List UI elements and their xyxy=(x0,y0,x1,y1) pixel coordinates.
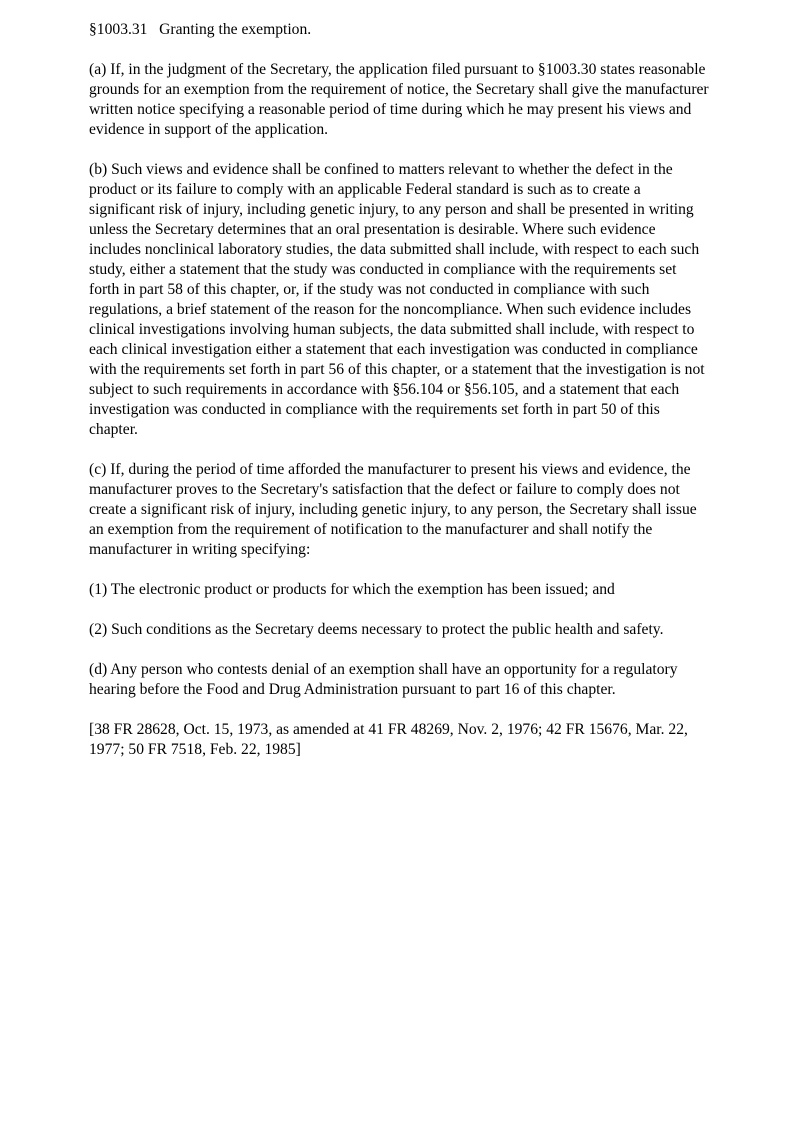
paragraph-c-1: (1) The electronic product or products for which the exemption has been issued; and xyxy=(89,581,615,598)
document-page xyxy=(89,20,709,760)
paragraph-b: (b) Such views and evidence shall be confined to matters relevant to whether the defect in the product or its failure to comply with an applicable Federal standard is such as to create a significant risk of injury, including genetic injury, to any person and shall be presented in writing unless the Secretary determines that an oral presentation is desirable. Where such evidence includes nonclinical laboratory studies, the data submitted shall include, with respect to each such study, either a statement that the study was conducted in compliance with the requirements set forth in part 58 of this chapter, or, if the study was not conducted in compliance with such regulations, a brief statement of the reason for the noncompliance. When such evidence includes clinical investigations involving human subjects, the data submitted shall include, with respect to each clinical investigation either a statement that each investigation was conducted in compliance with the requirements set forth in part 56 of this chapter, or a statement that the investigation is not subject to such requirements in accordance with §56.104 or §56.105, and a statement that each investigation was conducted in compliance with the requirements set forth in part 50 of this chapter. xyxy=(89,161,705,438)
paragraph-c: (c) If, during the period of time afforded the manufacturer to present his views and evidence, the manufacturer proves to the Secretary's satisfaction that the defect or failure to comply does not create a significant risk of injury, including genetic injury, to any person, the Secretary shall issue an exemption from the requirement of notification to the manufacturer and shall notify the manufacturer in writing specifying: xyxy=(89,461,697,558)
section-heading: §1003.31 Granting the exemption. xyxy=(89,21,312,38)
source-citation: [38 FR 28628, Oct. 15, 1973, as amended at 41 FR 48269, Nov. 2, 1976; 42 FR 15676, Mar. 22, 1977; 50 FR 7518, Feb. 22, 1985] xyxy=(89,721,688,758)
paragraph-c-2: (2) Such conditions as the Secretary deems necessary to protect the public health and safety. xyxy=(89,621,664,638)
paragraph-d: (d) Any person who contests denial of an exemption shall have an opportunity for a regulatory hearing before the Food and Drug Administration pursuant to part 16 of this chapter. xyxy=(89,661,678,698)
paragraph-a: (a) If, in the judgment of the Secretary, the application filed pursuant to §1003.30 states reasonable grounds for an exemption from the requirement of notice, the Secretary shall give the manufacturer written notice specifying a reasonable period of time during which he may present his views and evidence in support of the application. xyxy=(89,61,709,138)
